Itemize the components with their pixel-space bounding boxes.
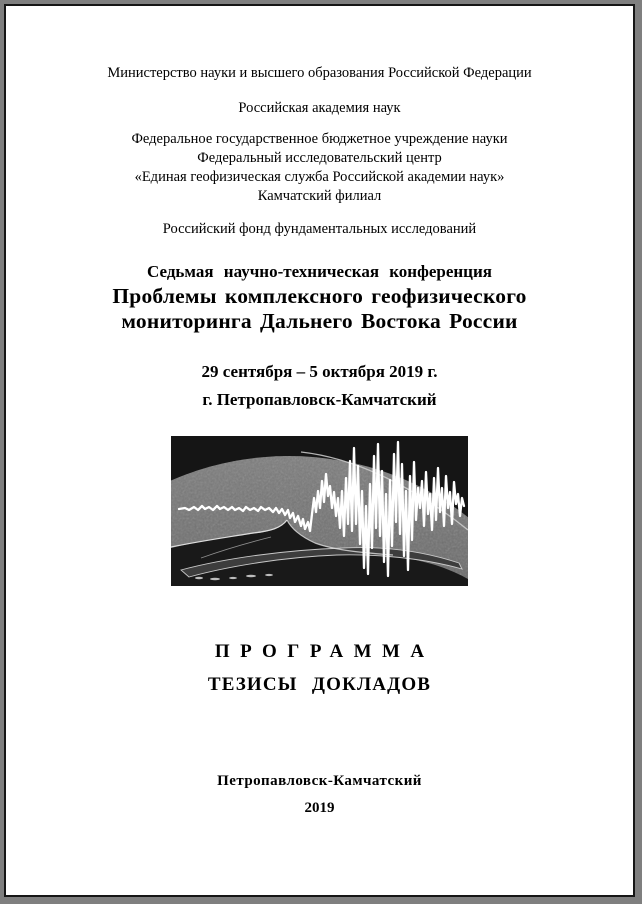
conference-kicker: Седьмая научно-техническая конференция [147,262,492,281]
academy-line: Российская академия наук [238,100,401,116]
title-page [4,4,635,897]
cover-image [6,436,633,586]
footer-year: 2019 [304,800,335,816]
section-tezisy: ТЕЗИСЫ ДОКЛАДОВ [207,674,432,695]
conference-dates: 29 сентября – 5 октября 2019 г. [201,362,438,381]
institution-line-4: Камчатский филиал [257,188,382,204]
institution-line-3: «Единая геофизическая служба Российской академии наук» [134,169,505,185]
institution-block [6,130,633,206]
seismogram-satellite-image [171,436,468,586]
conference-title-line-1: Проблемы комплексного геофизического [112,284,527,308]
footer-city: Петропавловск-Камчатский [217,773,422,789]
institution-line-1: Федеральное государственное бюджетное учреждение науки [131,131,508,147]
ministry-line: Министерство науки и высшего образования Российской Федерации [107,65,532,81]
conference-title [6,284,633,334]
foundation-line: Российский фонд фундаментальных исследований [162,221,477,237]
conference-title-line-2: мониторинга Дальнего Востока России [121,309,518,333]
section-programma: ПРОГРАММА [214,641,435,662]
conference-location: г. Петропавловск-Камчатский [202,390,437,409]
institution-line-2: Федеральный исследовательский центр [197,150,442,166]
